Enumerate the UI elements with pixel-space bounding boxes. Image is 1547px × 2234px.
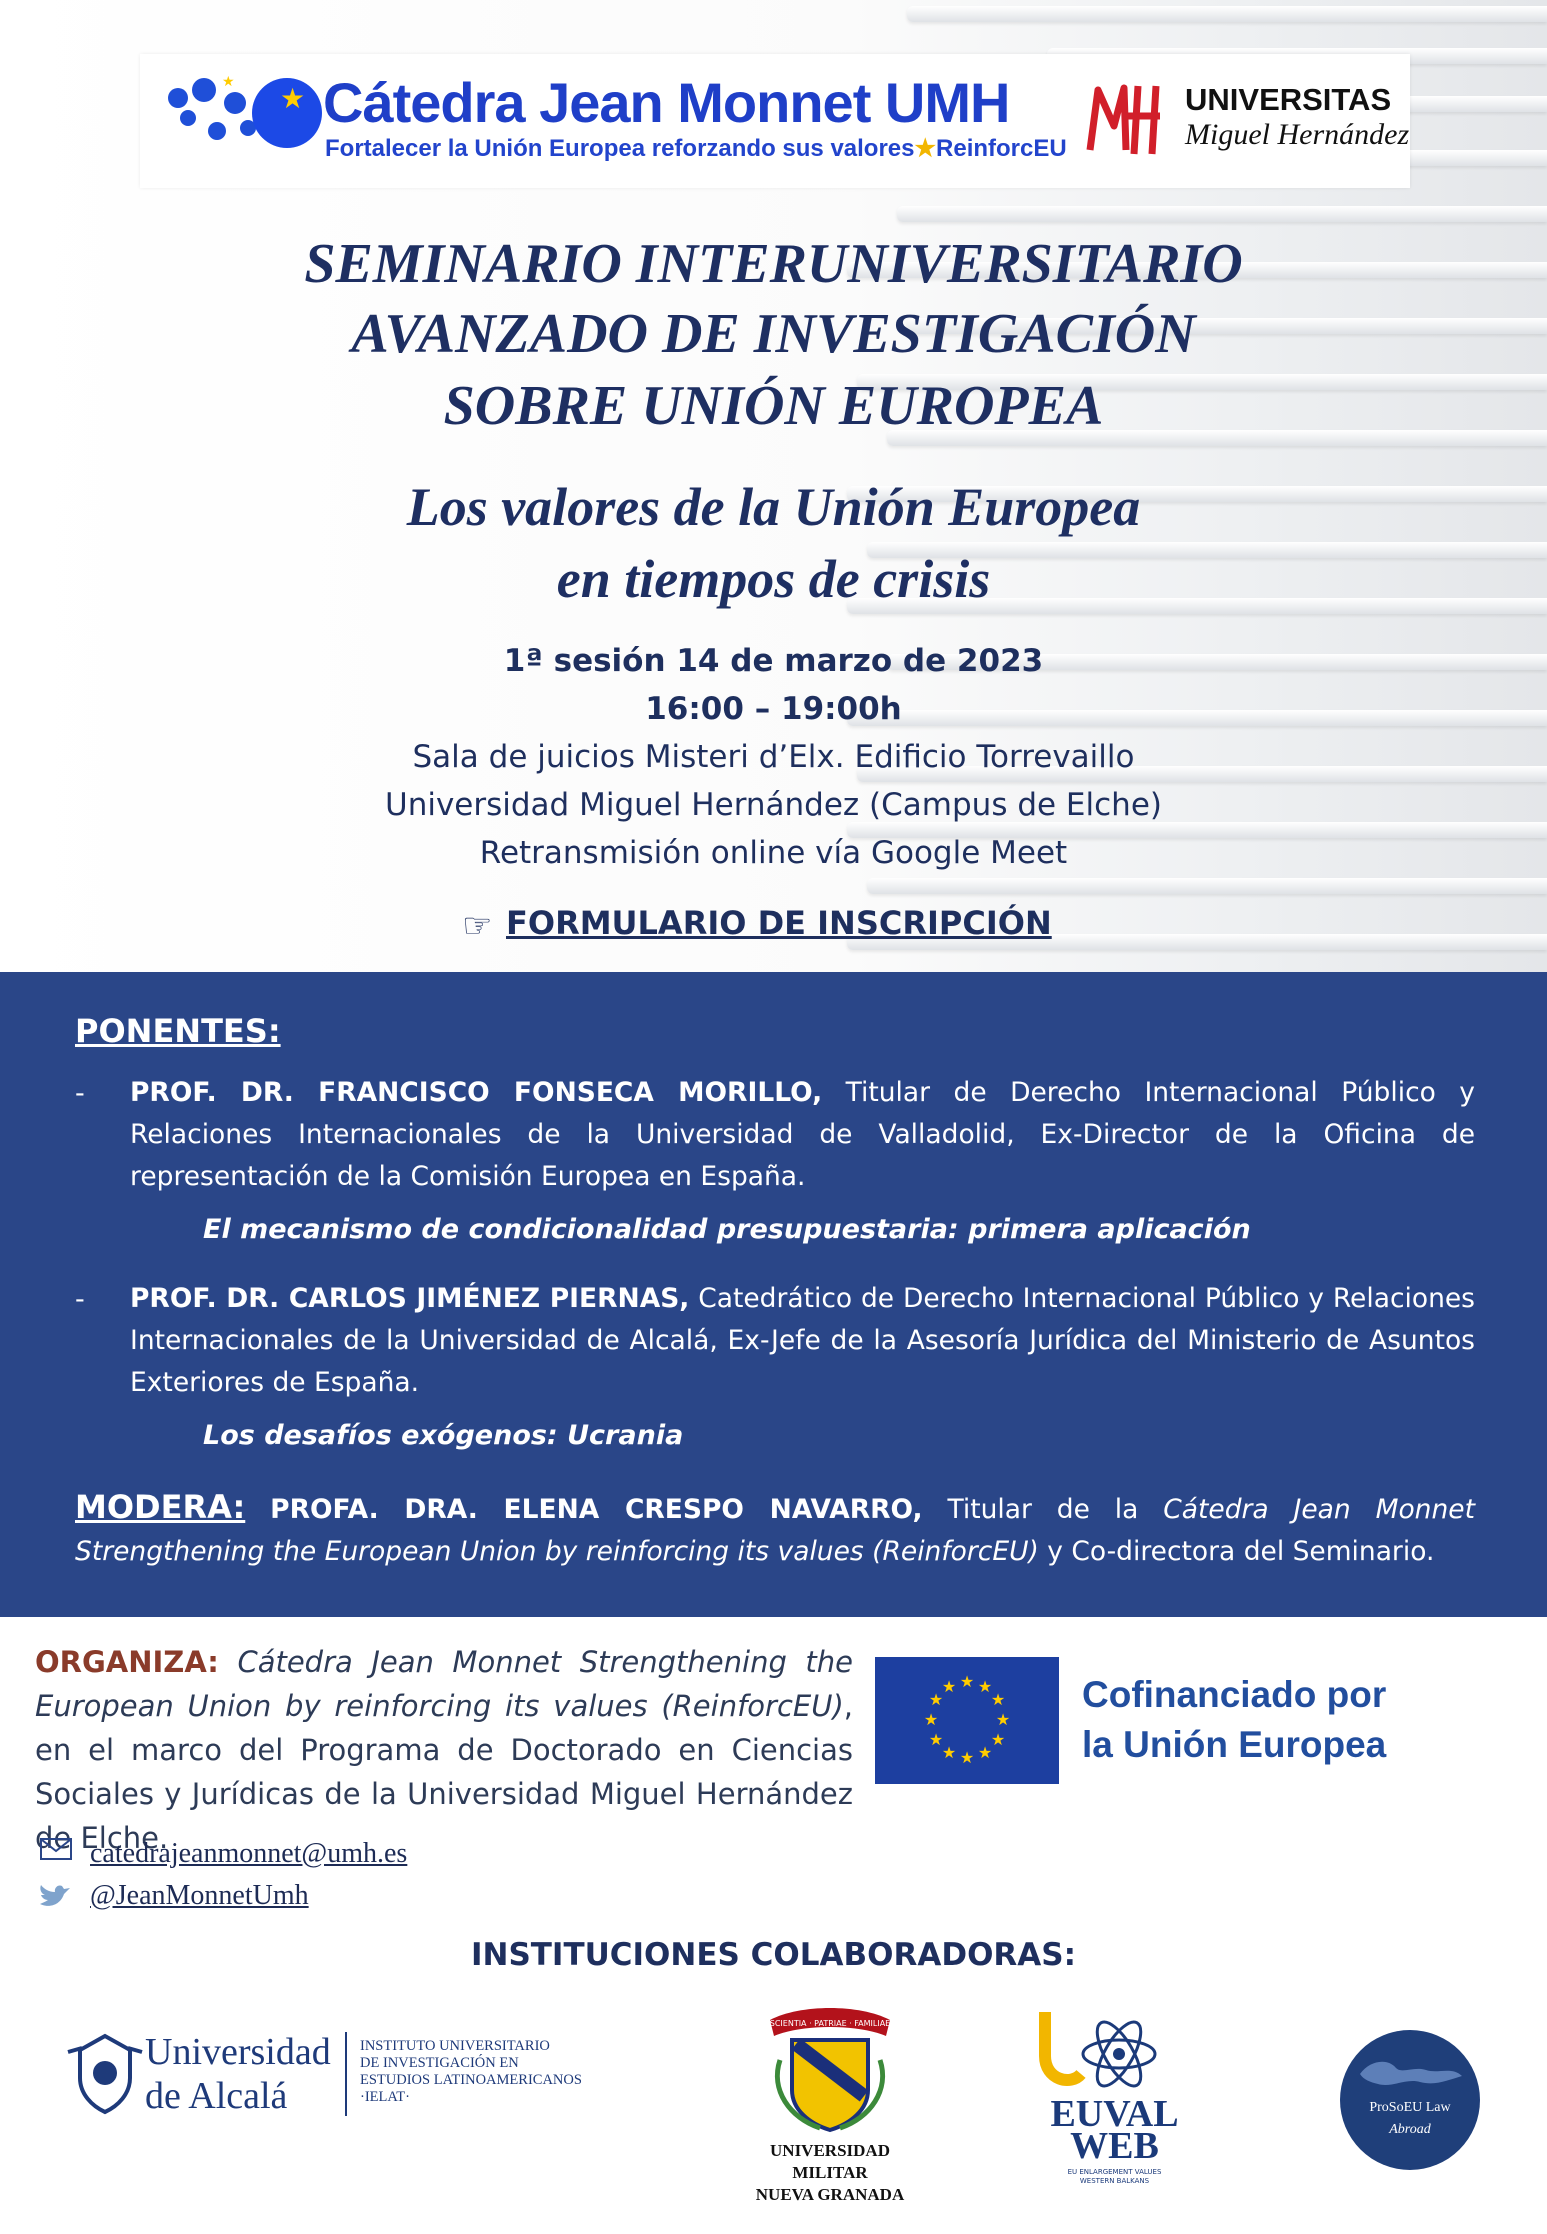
umng-logo bbox=[740, 2000, 920, 2204]
brand-subtitle: Fortalecer la Unión Europea reforzando sus valores★ReinforcEU bbox=[325, 135, 1067, 162]
speaker-2-talk: Los desafíos exógenos: Ucrania bbox=[203, 1420, 684, 1451]
alcala-ielat-logo bbox=[50, 2020, 640, 2127]
moderator-name: PROFA. DRA. ELENA CRESPO NAVARRO, bbox=[270, 1494, 923, 1525]
session-campus: Universidad Miguel Hernández (Campus de Elche) bbox=[385, 787, 1162, 823]
speaker-1-talk: El mecanismo de condicionalidad presupuestaria: primera aplicación bbox=[203, 1214, 1251, 1245]
speaker-2-name: PROF. DR. CARLOS JIMÉNEZ PIERNAS, bbox=[130, 1283, 690, 1314]
email-icon bbox=[40, 1838, 72, 1860]
speaker-1-name: PROF. DR. FRANCISCO FONSECA MORILLO, bbox=[130, 1077, 823, 1108]
session-time: 16:00 – 19:00h bbox=[645, 691, 902, 727]
organizer-paragraph: ORGANIZA: Cátedra Jean Monnet Strengthening the European Union by reinforcing its values (ReinforcEU), en el marco del Programa de Doctorado en Ciencias Sociales y Jurídicas de la Universidad Miguel Hernández de Elche. bbox=[35, 1645, 853, 1855]
speakers-heading: PONENTES: bbox=[75, 1012, 281, 1050]
svg-text:SCIENTIA · PATRIAE · FAMILIAE: SCIENTIA · PATRIAE · FAMILIAE bbox=[769, 2019, 891, 2028]
euval-web-logo bbox=[1011, 1986, 1218, 2198]
eu-cofunded-badge bbox=[872, 1654, 1527, 1790]
euval-name: EUVAL WEB bbox=[1050, 2093, 1179, 2167]
registration-form-link[interactable] bbox=[462, 904, 1062, 948]
title-line-3: SOBRE UNIÓN EUROPEA bbox=[443, 375, 1104, 437]
svg-text:★: ★ bbox=[977, 1677, 993, 1696]
pointing-hand-icon: ☞ bbox=[462, 906, 493, 946]
university-name: UNIVERSITAS bbox=[1185, 82, 1392, 117]
prosoeu-name: ProSoEU Law bbox=[1369, 2100, 1451, 2115]
speaker-2-bio: PROF. DR. CARLOS JIMÉNEZ PIERNAS, Catedrático de Derecho Internacional Público y Relaciones Internacionales de la Universidad de Alcalá, Ex-Jefe de la Asesoría Jurídica del Ministerio de Asuntos Exteriores de España. bbox=[130, 1283, 1475, 1398]
list-dash: - bbox=[75, 1078, 85, 1109]
organizer-label: ORGANIZA: bbox=[35, 1645, 219, 1679]
umh-logo-icon bbox=[1084, 76, 1164, 158]
speaker-1-bio: PROF. DR. FRANCISCO FONSECA MORILLO, Titular de Derecho Internacional Público y Relaciones Internacionales de la Universidad de Valladolid, Ex-Director de la Oficina de representación de la Comisión Europea en España. bbox=[130, 1077, 1475, 1192]
twitter-icon bbox=[36, 1882, 74, 1912]
logo-divider bbox=[345, 2032, 347, 2116]
svg-text:★: ★ bbox=[941, 1743, 957, 1762]
eu-cofunded-text: Cofinanciado por la Unión Europea bbox=[1082, 1674, 1387, 1765]
paper-stack-decoration bbox=[907, 6, 1547, 22]
title-line-1: SEMINARIO INTERUNIVERSITARIO bbox=[304, 233, 1243, 295]
speakers-panel bbox=[0, 972, 1547, 1617]
eu-flag-icon bbox=[875, 1657, 1059, 1784]
brand-title: Cátedra Jean Monnet UMH bbox=[323, 71, 1010, 134]
svg-text:★: ★ bbox=[928, 1730, 944, 1749]
world-map-icon bbox=[1340, 2044, 1480, 2104]
umng-name: UNIVERSIDAD MILITAR NUEVA GRANADA bbox=[755, 2141, 905, 2204]
moderator-label: MODERA: bbox=[75, 1488, 246, 1526]
alcala-crest-icon bbox=[60, 2028, 150, 2118]
title-line-2: AVANZADO DE INVESTIGACIÓN bbox=[351, 303, 1196, 365]
moderator-paragraph: MODERA: PROFA. DRA. ELENA CRESPO NAVARRO, Titular de la Cátedra Jean Monnet Strengthening the European Union by reinforcing its values (ReinforcEU) y Co-directora del Seminario. bbox=[75, 1488, 1475, 1567]
subtitle-line-2: en tiempos de crisis bbox=[556, 549, 991, 609]
euval-subtitle: EU ENLARGEMENT VALUES WESTERN BALKANS bbox=[1067, 2168, 1162, 2185]
session-online: Retransmisión online vía Google Meet bbox=[479, 835, 1068, 871]
svg-text:★: ★ bbox=[959, 1748, 975, 1767]
email-link[interactable]: catedrajeanmonnet@umh.es bbox=[90, 1838, 408, 1869]
svg-text:★: ★ bbox=[959, 1672, 975, 1691]
umng-crest-icon bbox=[740, 2000, 920, 2140]
twitter-link[interactable]: @JeanMonnetUmh bbox=[90, 1880, 309, 1911]
svg-text:★: ★ bbox=[995, 1710, 1011, 1729]
registration-form-label[interactable]: FORMULARIO DE INSCRIPCIÓN bbox=[506, 904, 1052, 942]
svg-text:★: ★ bbox=[928, 1690, 944, 1709]
university-subname: Miguel Hernández bbox=[1185, 118, 1410, 151]
svg-text:★: ★ bbox=[990, 1730, 1006, 1749]
svg-text:★: ★ bbox=[990, 1690, 1006, 1709]
svg-text:★: ★ bbox=[977, 1743, 993, 1762]
prosoeu-sub: Abroad bbox=[1389, 2122, 1431, 2137]
prosoeu-law-logo bbox=[1340, 2030, 1480, 2170]
session-date: 1ª sesión 14 de marzo de 2023 bbox=[503, 643, 1044, 679]
session-room: Sala de juicios Misteri d’Elx. Edificio Torrevaillo bbox=[412, 739, 1135, 775]
collaborators-heading: INSTITUCIONES COLABORADORAS: bbox=[470, 1937, 1077, 1973]
paper-stack-decoration bbox=[867, 878, 1547, 894]
atom-icon bbox=[1011, 1996, 1218, 2106]
subtitle-line-1: Los valores de la Unión Europea bbox=[406, 477, 1141, 537]
list-dash: - bbox=[75, 1284, 85, 1315]
paper-stack-decoration bbox=[897, 206, 1547, 222]
alcala-name: Universidad de Alcalá bbox=[145, 2031, 331, 2117]
ielat-name: INSTITUTO UNIVERSITARIO DE INVESTIGACIÓN EN ESTUDIOS LATINOAMERICANOS ·IELAT· bbox=[360, 2038, 582, 2105]
svg-text:★: ★ bbox=[941, 1677, 957, 1696]
svg-text:★: ★ bbox=[923, 1710, 939, 1729]
header-logo-banner: ★ ★ Cátedra Jean Monnet UMH Fortalecer la Unión Europea reforzando sus valores★ReinforcEU UNIVERSITAS Miguel Hernández bbox=[140, 54, 1410, 188]
